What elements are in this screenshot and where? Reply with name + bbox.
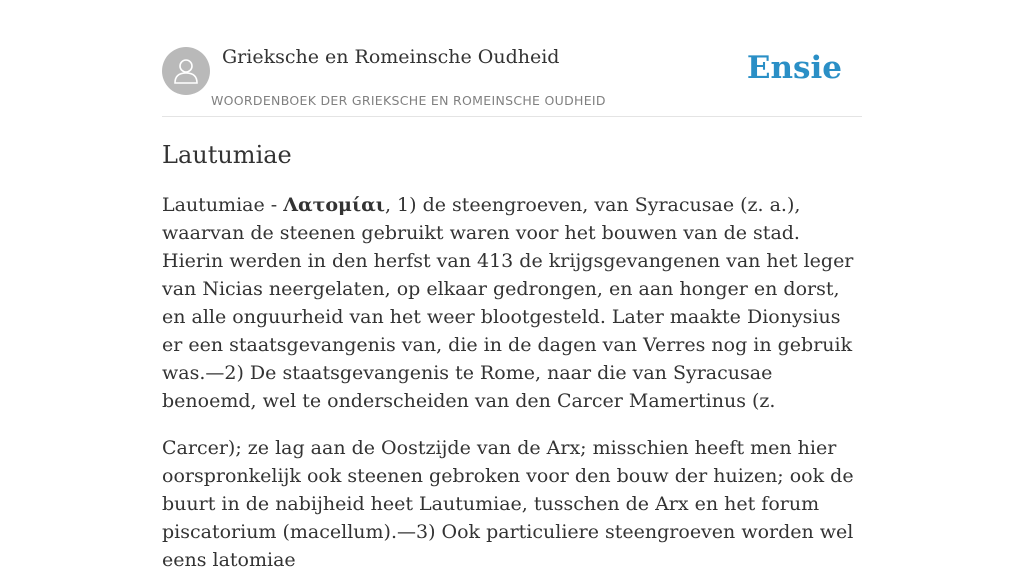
entry-paragraph-1: [162, 191, 862, 415]
header: [162, 0, 862, 117]
greek-term: Λατομίαι: [283, 194, 385, 216]
user-icon: [171, 56, 201, 86]
page-container: [162, 0, 862, 574]
source-subtitle[interactable]: WOORDENBOEK DER GRIEKSCHE EN ROMEINSCHE OUDHEID: [211, 93, 606, 108]
source-title[interactable]: Grieksche en Romeinsche Oudheid: [222, 46, 560, 68]
entry-title: Lautumiae: [162, 141, 292, 169]
entry-paragraph-2: Carcer); ze lag aan de Oostzijde van de Arx; misschien heeft men hier oorspronkelijk ook steenen gebroken voor den bouw der huizen; ook de buurt in de nabijheid heet Lautumiae, tusschen de Arx en het forum piscatorium (macellum).—3) Ook particuliere steengroeven worden wel eens latomiae: [162, 437, 854, 571]
brand-logo[interactable]: Ensie: [746, 50, 842, 86]
entry-paragraph-1-text: , 1) de steengroeven, van Syracusae (z. a.), waarvan de steenen gebruikt waren voor het bouwen van de stad. Hierin werden in den herfst van 413 de krijgsgevangenen van het leger van Nicias neergelaten, op elkaar gedrongen, en aan honger en dorst, en alle onguurheid van het weer blootgesteld. Later maakte Dionysius er een staatsgevangenis van, die in de dagen van Verres nog in gebruik was.—2) De staatsgevangenis te Rome, naar die van Syracusae benoemd, wel te onderscheiden van den Carcer Mamertinus (z.: [162, 194, 854, 412]
entry-lead: Lautumiae -: [162, 194, 284, 216]
avatar[interactable]: [162, 47, 210, 95]
